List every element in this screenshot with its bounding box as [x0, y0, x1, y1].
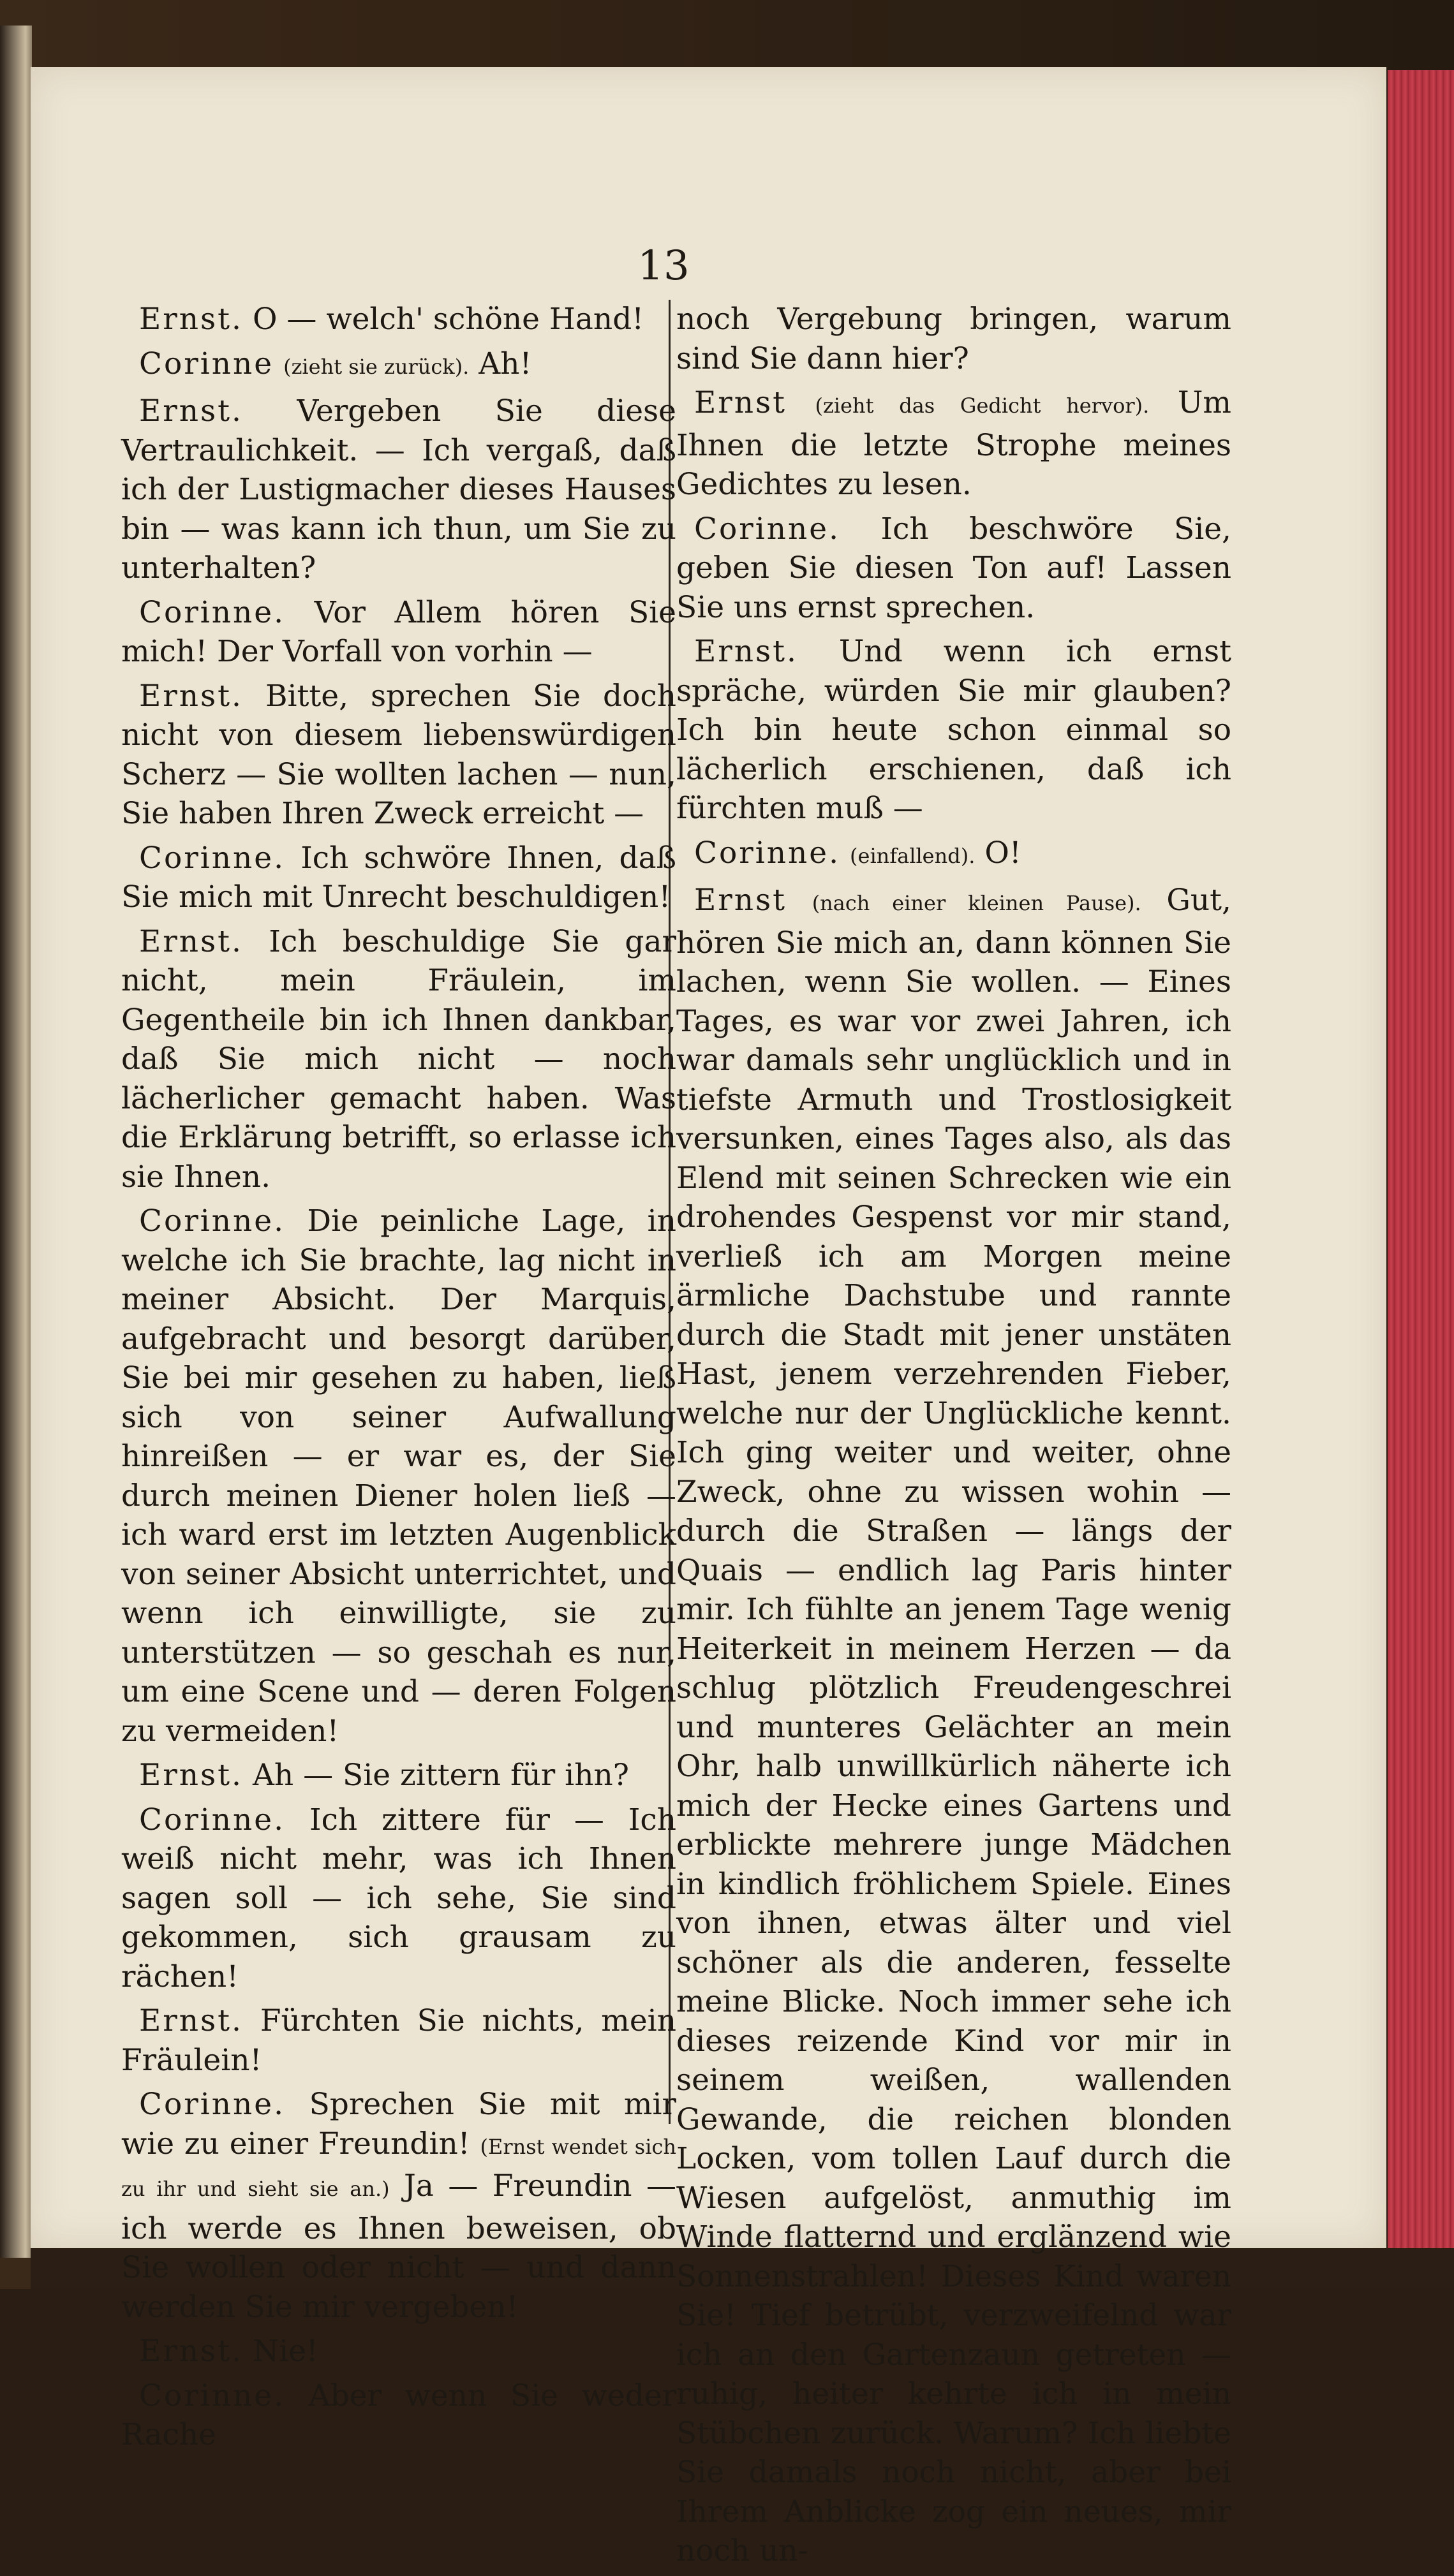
- speech: Ah — Sie zittern für ihn?: [252, 1758, 629, 1793]
- paragraph: [121, 2085, 676, 2327]
- paragraph: [121, 593, 676, 672]
- speech: Sprechen Sie mit mir wie zu einer Freundin!: [121, 2087, 676, 2161]
- speaker: Ernst.: [694, 634, 798, 669]
- speaker: Ernst.: [139, 924, 243, 959]
- speaker: Ernst: [694, 883, 787, 918]
- speaker: Corinne.: [139, 2378, 286, 2413]
- paragraph: [676, 632, 1231, 828]
- paragraph: [121, 1800, 676, 1997]
- speaker: Corinne.: [694, 835, 841, 871]
- speech: Ich beschuldige Sie gar nicht, mein Fräulein, im Gegentheile bin ich Ihnen dankbar, daß Sie mich nicht — noch lächerlicher gemacht haben. Was die Erklärung betrifft, so erlasse ich sie Ihnen.: [121, 924, 676, 1195]
- speaker: Ernst.: [139, 302, 243, 337]
- speaker: Corinne.: [139, 1203, 286, 1239]
- left-column: [121, 300, 676, 2460]
- speaker: Ernst.: [139, 394, 243, 429]
- paragraph: [676, 834, 1231, 876]
- stage-direction: (zieht das Gedicht hervor).: [815, 394, 1150, 418]
- paragraph: [676, 510, 1231, 628]
- paragraph: [676, 383, 1231, 504]
- speaker: Ernst: [694, 385, 787, 420]
- speaker: Ernst.: [139, 2334, 243, 2369]
- speech: noch Vergebung bringen, warum sind Sie dann hier?: [676, 302, 1231, 376]
- page-number: 13: [637, 242, 690, 290]
- right-column: [676, 300, 1231, 2576]
- stage-direction: (einfallend).: [850, 843, 976, 868]
- speech: Vergeben Sie diese Vertraulichkeit. — Ich vergaß, daß ich der Lustigmacher dieses Hauses bin — was kann ich thun, um Sie zu unterhalten?: [121, 394, 676, 585]
- speech: Vor Allem hören Sie mich! Der Vorfall von vorhin —: [121, 594, 676, 669]
- speech: Ah!: [478, 346, 532, 381]
- paragraph: [121, 839, 676, 917]
- paragraph: [676, 881, 1231, 2571]
- speech: Nie!: [252, 2334, 318, 2369]
- red-book-edge: [1388, 70, 1454, 2251]
- speech: Ja — Freundin — ich werde es Ihnen beweisen, ob Sie wollen oder nicht — und dann werden Sie mir vergeben!: [121, 2168, 676, 2325]
- speech: Ich zittere für — Ich weiß nicht mehr, was ich Ihnen sagen soll — ich sehe, Sie sind gekommen, sich grausam zu rächen!: [121, 1802, 676, 1994]
- paragraph: [676, 300, 1231, 378]
- paragraph: [121, 344, 676, 387]
- speech: Fürchten Sie nichts, mein Fräulein!: [121, 2003, 676, 2078]
- speech: Ich beschwöre Sie, geben Sie diesen Ton auf! Lassen Sie uns ernst sprechen.: [676, 511, 1231, 625]
- paragraph: [121, 2001, 676, 2080]
- paragraph: [121, 922, 676, 1197]
- paragraph: [121, 2376, 676, 2455]
- speaker: Corinne.: [139, 594, 286, 630]
- paragraph: [121, 1756, 676, 1795]
- speaker: Corinne.: [694, 511, 841, 547]
- paragraph: [121, 1202, 676, 1751]
- speech: Gut, hören Sie mich an, dann können Sie lachen, wenn Sie wollen. — Eines Tages, es war vor zwei Jahren, ich war damals sehr unglücklich und in tiefste Armuth und Trostlosigkeit versunken, eines Tages also, als das Elend mit seinen Schrecken wie ein drohendes Gespenst vor mir stand, verließ ich am Morgen meine ärmliche Dachstube und rannte durch die Stadt mit jener unstäten Hast, jenem verzehrenden Fieber, welche nur der Unglückliche kennt. Ich ging weiter und weiter, ohne Zweck, ohne zu wissen wohin — durch die Straßen — längs der Quais — endlich lag Paris hinter mir. Ich fühlte an jenem Tage wenig Heiterkeit in meinem Herzen — da schlug plötzlich Freudengeschrei und munteres Gelächter an mein Ohr, halb unwillkürlich näherte ich mich der Hecke eines Gartens und erblickte mehrere junge Mädchen in kindlich fröhlichem Spiele. Eines von ihnen, etwas älter und viel schöner als die anderen, fesselte meine Blicke. Noch immer sehe ich dieses reizende Kind vor mir in seinem weißen, wallenden Gewande, die reichen blonden Locken, vom tollen Lauf durch die Wiesen aufgelöst, anmuthig im Winde flatternd und erglänzend wie Sonnenstrahlen! Dieses Kind waren Sie! Tief betrübt, verzweifelnd war ich an den Gartenzaun getreten — ruhig, heiter kehrte ich in mein Stübchen zurück. Warum? Ich liebte Sie damals noch nicht, aber bei Ihrem Anblicke zog ein neues, mir noch un-: [676, 883, 1231, 2568]
- speech: Aber wenn Sie weder Rache: [121, 2378, 676, 2452]
- paragraph: [121, 392, 676, 588]
- speaker: Ernst.: [139, 1758, 243, 1793]
- left-page-edge: [0, 26, 32, 2258]
- stage-direction: (zieht sie zurück).: [283, 354, 470, 379]
- stage-direction: (Ernst wendet sich zu ihr und sieht sie an.): [121, 2134, 676, 2201]
- speech: Ich schwöre Ihnen, daß Sie mich mit Unrecht beschuldigen!: [121, 840, 676, 915]
- speech: O — welch' schöne Hand!: [252, 302, 644, 337]
- speech: Bitte, sprechen Sie doch nicht von diesem liebenswürdigen Scherz — Sie wollten lachen — nun, Sie haben Ihren Zweck erreicht —: [121, 678, 676, 831]
- speaker: Corinne.: [139, 840, 286, 876]
- speech: O!: [984, 835, 1021, 871]
- speech: Und wenn ich ernst spräche, würden Sie mir glauben? Ich bin heute schon einmal so lächerlich erschienen, daß ich fürchten muß —: [676, 634, 1231, 826]
- speaker: Corinne.: [139, 1802, 286, 1837]
- paragraph: [121, 2332, 676, 2371]
- speech: Die peinliche Lage, in welche ich Sie brachte, lag nicht in meiner Absicht. Der Marquis, aufgebracht und besorgt darüber, Sie bei mir gesehen zu haben, ließ sich von seiner Aufwallung hinreißen — er war es, der Sie durch meinen Diener holen ließ — ich ward erst im letzten Augenblick von seiner Absicht unterrichtet, und wenn ich einwilligte, sie zu unterstützen — so geschah es nur, um eine Scene und — deren Folgen zu vermeiden!: [121, 1203, 676, 1749]
- paragraph: [121, 300, 676, 339]
- speaker: Ernst.: [139, 2003, 243, 2038]
- speaker: Corinne.: [139, 2087, 286, 2122]
- speaker: Ernst.: [139, 678, 243, 714]
- paragraph: [121, 677, 676, 834]
- stage-direction: (nach einer kleinen Pause).: [812, 891, 1141, 915]
- speech: Um Ihnen die letzte Strophe meines Gedichtes zu lesen.: [676, 385, 1231, 502]
- speaker: Corinne: [139, 346, 274, 381]
